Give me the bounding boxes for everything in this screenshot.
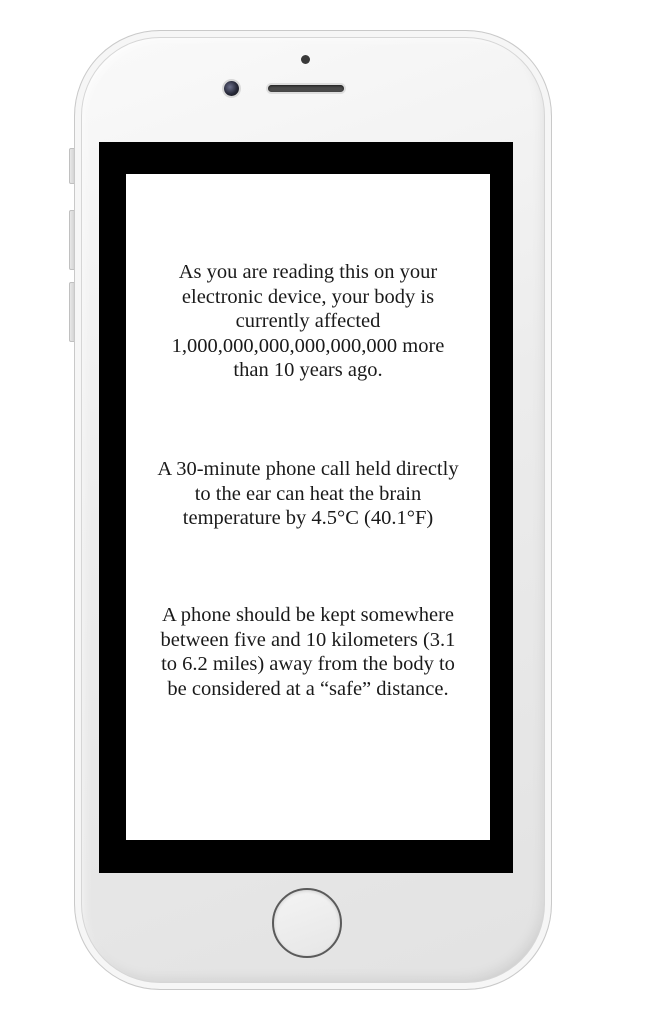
fact-line: electronic device, your body is — [181, 285, 435, 308]
proximity-sensor-icon — [301, 55, 310, 64]
fact-line: between five and 10 kilometers (3.1 — [160, 628, 456, 651]
front-camera-icon — [224, 81, 239, 96]
fact-safe-distance — [126, 603, 490, 701]
fact-line: than 10 years ago. — [233, 359, 383, 382]
fact-line: 1,000,000,000,000,000,000 more — [171, 334, 445, 357]
fact-line: to 6.2 miles) away from the body to — [161, 653, 455, 676]
home-button[interactable] — [272, 888, 342, 958]
fact-line: be considered at a “safe” distance. — [167, 677, 449, 700]
phone-screen — [126, 174, 490, 840]
fact-line: currently affected — [235, 310, 381, 333]
fact-line: A 30-minute phone call held directly — [157, 458, 459, 480]
fact-line: A phone should be kept somewhere — [161, 604, 455, 626]
fact-device-exposure — [126, 260, 490, 383]
fact-brain-temperature — [126, 457, 490, 531]
earpiece-speaker-icon — [268, 85, 344, 92]
fact-line: As you are reading this on your — [178, 261, 438, 283]
fact-line: temperature by 4.5°C (40.1°F) — [182, 507, 434, 530]
fact-line: to the ear can heat the brain — [194, 482, 422, 505]
